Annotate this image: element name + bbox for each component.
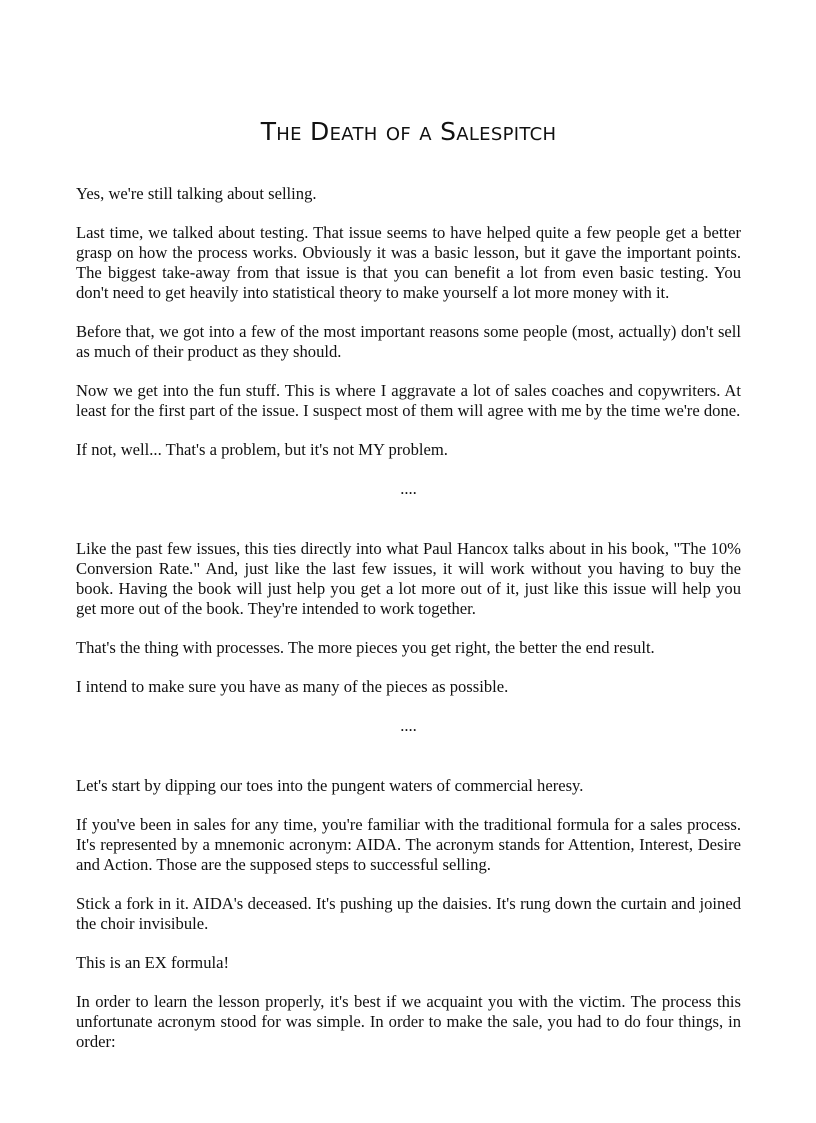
paragraph: Last time, we talked about testing. That issue seems to have helped quite a few people get a better grasp on how the process works. Obviously it was a basic lesson, but it gave the important points. The biggest take-away from that issue is that you can benefit a lot from even basic testing. You don't need to get heavily into statistical theory to make yourself a lot more money with it. bbox=[76, 223, 741, 302]
paragraph: Stick a fork in it. AIDA's deceased. It's pushing up the daisies. It's rung down the curtain and joined the choir invisibule. bbox=[76, 894, 741, 933]
paragraph: If you've been in sales for any time, you're familiar with the traditional formula for a sales process. It's represented by a mnemonic acronym: AIDA. The acronym stands for Attention, Interest, Desire and Action. Those are the supposed steps to successful selling. bbox=[76, 815, 741, 874]
paragraph: This is an EX formula! bbox=[76, 953, 229, 972]
paragraph: Like the past few issues, this ties directly into what Paul Hancox talks about in his book, "The 10% Conversion Rate." And, just like the last few issues, it will work without you having to buy the book. Having the book will just help you get a lot more out of it, just like this issue will help you get more out of the book. They're intended to work together. bbox=[76, 539, 741, 618]
section-separator: .... bbox=[400, 479, 417, 498]
paragraph: Yes, we're still talking about selling. bbox=[76, 184, 317, 203]
document-body bbox=[76, 184, 741, 1052]
paragraph: That's the thing with processes. The more pieces you get right, the better the end result. bbox=[76, 638, 655, 657]
paragraph: Let's start by dipping our toes into the pungent waters of commercial heresy. bbox=[76, 776, 584, 795]
paragraph: Now we get into the fun stuff. This is where I aggravate a lot of sales coaches and copywriters. At least for the first part of the issue. I suspect most of them will agree with me by the time we're done. bbox=[76, 381, 741, 420]
paragraph: Before that, we got into a few of the most important reasons some people (most, actually) don't sell as much of their product as they should. bbox=[76, 322, 741, 361]
paragraph: In order to learn the lesson properly, it's best if we acquaint you with the victim. The process this unfortunate acronym stood for was simple. In order to make the sale, you had to do four things, in order: bbox=[76, 992, 741, 1051]
paragraph: If not, well... That's a problem, but it's not MY problem. bbox=[76, 440, 448, 459]
section-separator: .... bbox=[400, 716, 417, 735]
document-page bbox=[76, 0, 741, 1071]
paragraph: I intend to make sure you have as many of the pieces as possible. bbox=[76, 677, 509, 696]
document-title: The Death of a Salespitch bbox=[260, 117, 557, 146]
